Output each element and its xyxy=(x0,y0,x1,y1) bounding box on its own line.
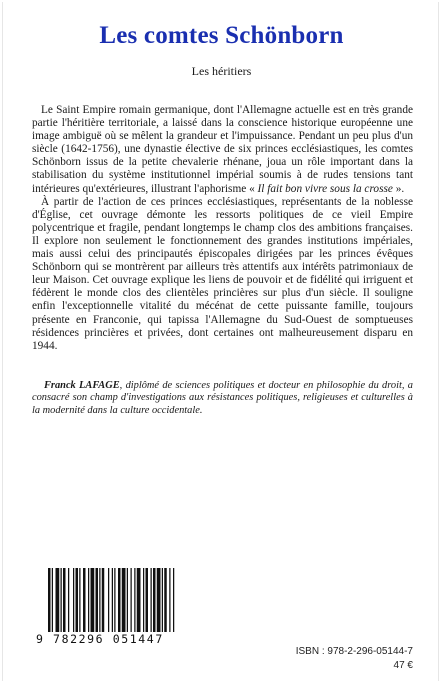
barcode-bar xyxy=(118,568,121,632)
blurb-paragraph-1 xyxy=(32,104,413,196)
barcode-bar xyxy=(112,568,113,632)
barcode-bar xyxy=(52,568,53,632)
barcode-bar xyxy=(96,568,99,632)
barcode-bar xyxy=(91,568,95,632)
barcode-bar xyxy=(146,568,149,632)
author-name: Franck LAFAGE xyxy=(44,380,120,391)
blurb-paragraph-2: À partir de l'action de ces princes ecclésiastiques, représentants de la noblesse d'Église, cet ouvrage démonte les ressorts politiques de ce vieil Empire polycentrique et fragile, pendant longtemps le champ clos des ambitions françaises. Il explore non seulement le fonctionnement des grandes institutions impériales, mais aussi celui des principautés épiscopales dirigées par les princes évêques Schönborn qui se montrèrent par ailleurs très attentifs aux intérêts patrimoniaux de leur Maison. Cet ouvrage explique les liens de pouvoir et de fidélité qui irriguent et fédèrent le monde clos des clientèles princières sur plus d'un siècle. Il souligne enfin l'exceptionnelle vitalité du mécénat de cette puissante famille, toujours présente en Franconie, qui tapissa l'Allemagne du Sud-Ouest de somptueuses résidences princières et privées, dont certaines ont malheureusement disparu en 1944. xyxy=(32,195,413,352)
barcode-bar xyxy=(79,568,80,632)
barcode-bar xyxy=(88,568,89,632)
barcode-bar xyxy=(151,568,152,632)
barcode-bar xyxy=(127,568,128,632)
barcode-bar xyxy=(61,568,62,632)
paragraph-1-text: Le Saint Empire romain germanique, dont l'Allemagne actuelle est en très grande partie l'héritière territoriale, a laissé dans la conscience historique européenne une image ambiguë où se mêlent la grandeur et l'impuissance. Pendant un peu plus d'un siècle (1642-1756), une dynastie élective de six princes ecclésiastiques, les comtes Schönborn issus de la petite chevalerie rhénane, joua un rôle important dans la stabilisation du système institutionnel impérial soumis à de rudes tensions tant intérieures qu'extérieures, illustrant l'aphorisme « xyxy=(32,104,413,195)
barcode-bar xyxy=(114,568,115,632)
barcode-bar xyxy=(102,568,105,632)
barcode-bar xyxy=(162,568,163,632)
barcode-bar xyxy=(143,568,144,632)
barcode-bar xyxy=(153,568,156,632)
barcode-bar xyxy=(63,568,66,632)
barcode-bar xyxy=(131,568,132,632)
book-subtitle: Les héritiers xyxy=(191,64,252,78)
book-title: Les comtes Schönborn xyxy=(99,22,344,49)
barcode-bar xyxy=(134,568,135,632)
barcode-bar xyxy=(169,568,170,632)
barcode-bars xyxy=(48,568,220,632)
barcode-bar xyxy=(157,568,161,632)
isbn: ISBN : 978-2-296-05144-7 xyxy=(295,646,413,657)
barcode-bar xyxy=(173,568,174,632)
barcode-bar xyxy=(122,568,126,632)
barcode xyxy=(36,568,222,650)
barcode-digits: 9 782296 051447 xyxy=(36,632,164,646)
aphorism: Il fait bon vivre sous la crosse xyxy=(257,182,393,195)
barcode-bar xyxy=(83,568,86,632)
blurb xyxy=(32,104,413,353)
author-bio: , diplômé de sciences politiques et docteur en philosophie du droit, a consacré son champ d'investigations aux résistances politiques, religieuses et culturelles à la modernité dans la culture occidentale. xyxy=(32,380,413,416)
barcode-bar xyxy=(73,568,74,632)
barcode-bar xyxy=(137,568,141,632)
author-bio-block xyxy=(32,380,413,417)
barcode-bar xyxy=(99,568,100,632)
barcode-bar xyxy=(56,568,60,632)
price: 47 € xyxy=(393,660,413,671)
barcode-bar xyxy=(68,568,69,632)
barcode-bar xyxy=(76,568,79,632)
barcode-bar xyxy=(48,568,51,632)
paragraph-1-end: ». xyxy=(392,182,405,195)
barcode-bar xyxy=(164,568,167,632)
author-note xyxy=(32,380,413,417)
barcode-bar xyxy=(108,568,109,632)
